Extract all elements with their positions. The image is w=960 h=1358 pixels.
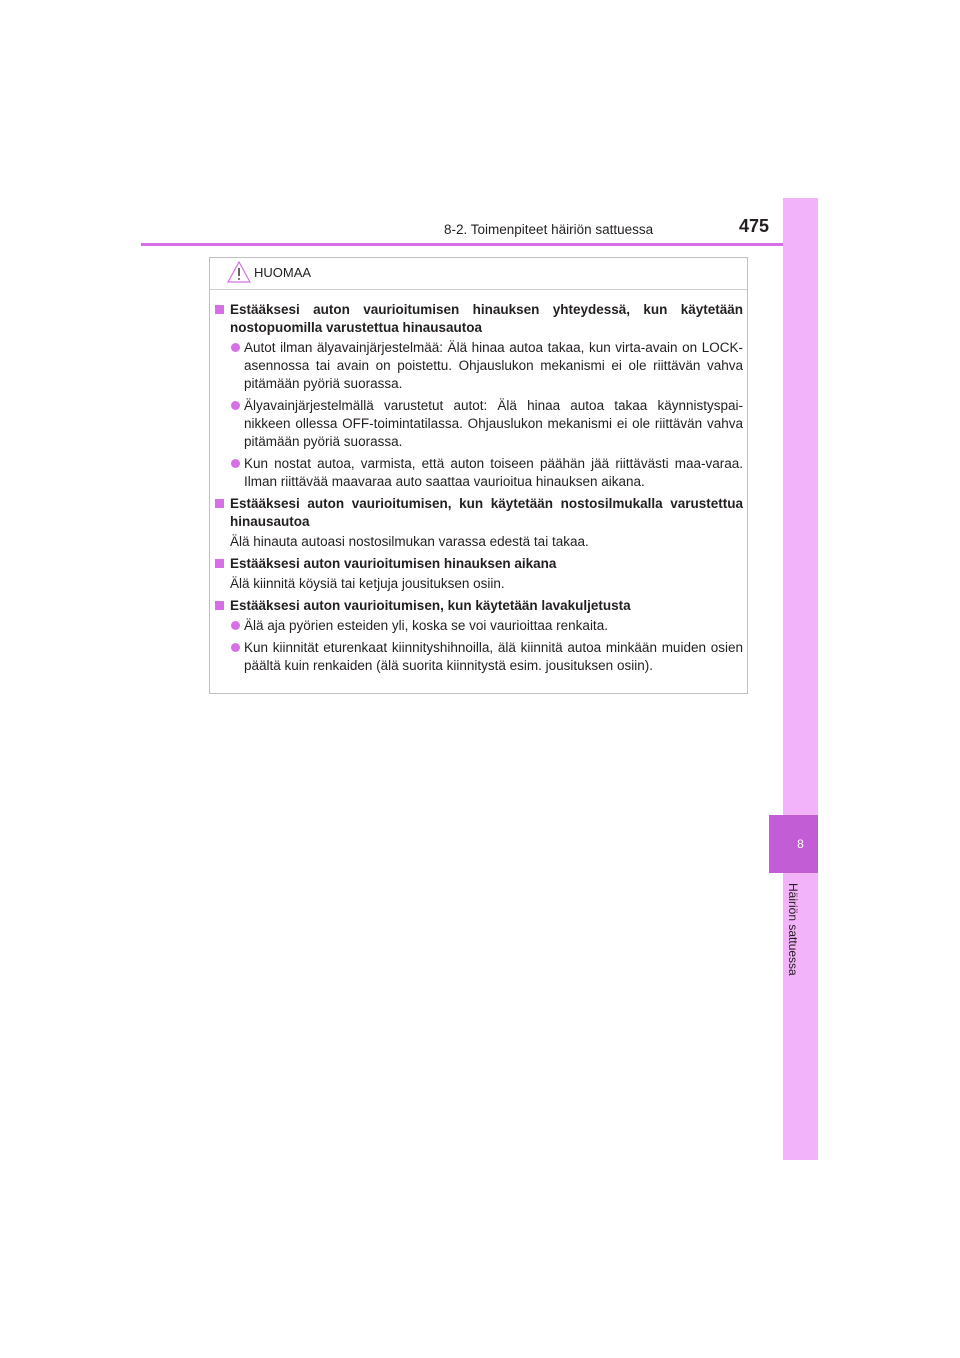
- notice-heading: Estääksesi auton vaurioitumisen hinauksen aikana: [215, 555, 743, 573]
- warning-triangle-icon: [227, 261, 251, 283]
- section-title: 8-2. Toimenpiteet häiriön sattuessa: [444, 222, 654, 237]
- square-bullet-icon: [215, 305, 224, 314]
- notice-heading: Estääksesi auton vaurioitumisen, kun käytetään lavakuljetusta: [215, 597, 743, 615]
- notice-bullet: Kun kiinnität eturenkaat kiinnityshihnoilla, älä kiinnitä autoa minkään muiden osien päältä kuin renkaiden (älä suorita kiinnitystä esim. jousituksen osiin).: [215, 639, 743, 675]
- notice-bullet: Älä aja pyörien esteiden yli, koska se voi vaurioittaa renkaita.: [215, 617, 743, 635]
- notice-heading: Estääksesi auton vaurioitumisen hinauksen yhteydessä, kun käytetään nostopuomilla varustettua hinausautoa: [215, 301, 743, 337]
- square-bullet-icon: [215, 601, 224, 610]
- notice-header: [210, 258, 747, 290]
- chapter-title: Häiriön sattuessa: [786, 883, 800, 976]
- notice-bullet: Älyavainjärjestelmällä varustetut autot: Älä hinaa autoa takaa käynnistyspai-nikkeen ollessa OFF-toimintatilassa. Ohjauslukon mekanismi ei ole riittävän vahva pitämään pyöriä suorassa.: [215, 397, 743, 451]
- page-number: 475: [739, 216, 770, 236]
- notice-label: HUOMAA: [254, 265, 312, 280]
- notice-text: Älä hinauta autoasi nostosilmukan varassa edestä tai takaa.: [230, 534, 589, 549]
- notice-body: [215, 301, 743, 679]
- square-bullet-icon: [215, 499, 224, 508]
- chapter-number: 8: [797, 837, 804, 851]
- round-bullet-icon: [231, 643, 240, 652]
- chapter-number-tab[interactable]: [769, 815, 818, 873]
- notice-heading: Estääksesi auton vaurioitumisen, kun käytetään nostosilmukalla varustettua hinausautoa: [215, 495, 743, 531]
- notice-box: [209, 257, 748, 694]
- round-bullet-icon: [231, 401, 240, 410]
- round-bullet-icon: [231, 621, 240, 630]
- square-bullet-icon: [215, 559, 224, 568]
- header-rule: [141, 243, 818, 246]
- round-bullet-icon: [231, 343, 240, 352]
- chapter-side-tab: [783, 198, 818, 1160]
- notice-bullet: Autot ilman älyavainjärjestelmää: Älä hinaa autoa takaa, kun virta-avain on LOCK-asennossa tai avain on poistettu. Ohjauslukon mekanismi ei ole riittävän vahva pitämään pyöriä suorassa.: [215, 339, 743, 393]
- notice-text: Älä kiinnitä köysiä tai ketjuja jousituksen osiin.: [230, 576, 505, 591]
- notice-bullet: Kun nostat autoa, varmista, että auton toiseen päähän jää riittävästi maa-varaa. Ilman riittävää maavaraa auto saattaa vaurioitua hinauksen aikana.: [215, 455, 743, 491]
- round-bullet-icon: [231, 459, 240, 468]
